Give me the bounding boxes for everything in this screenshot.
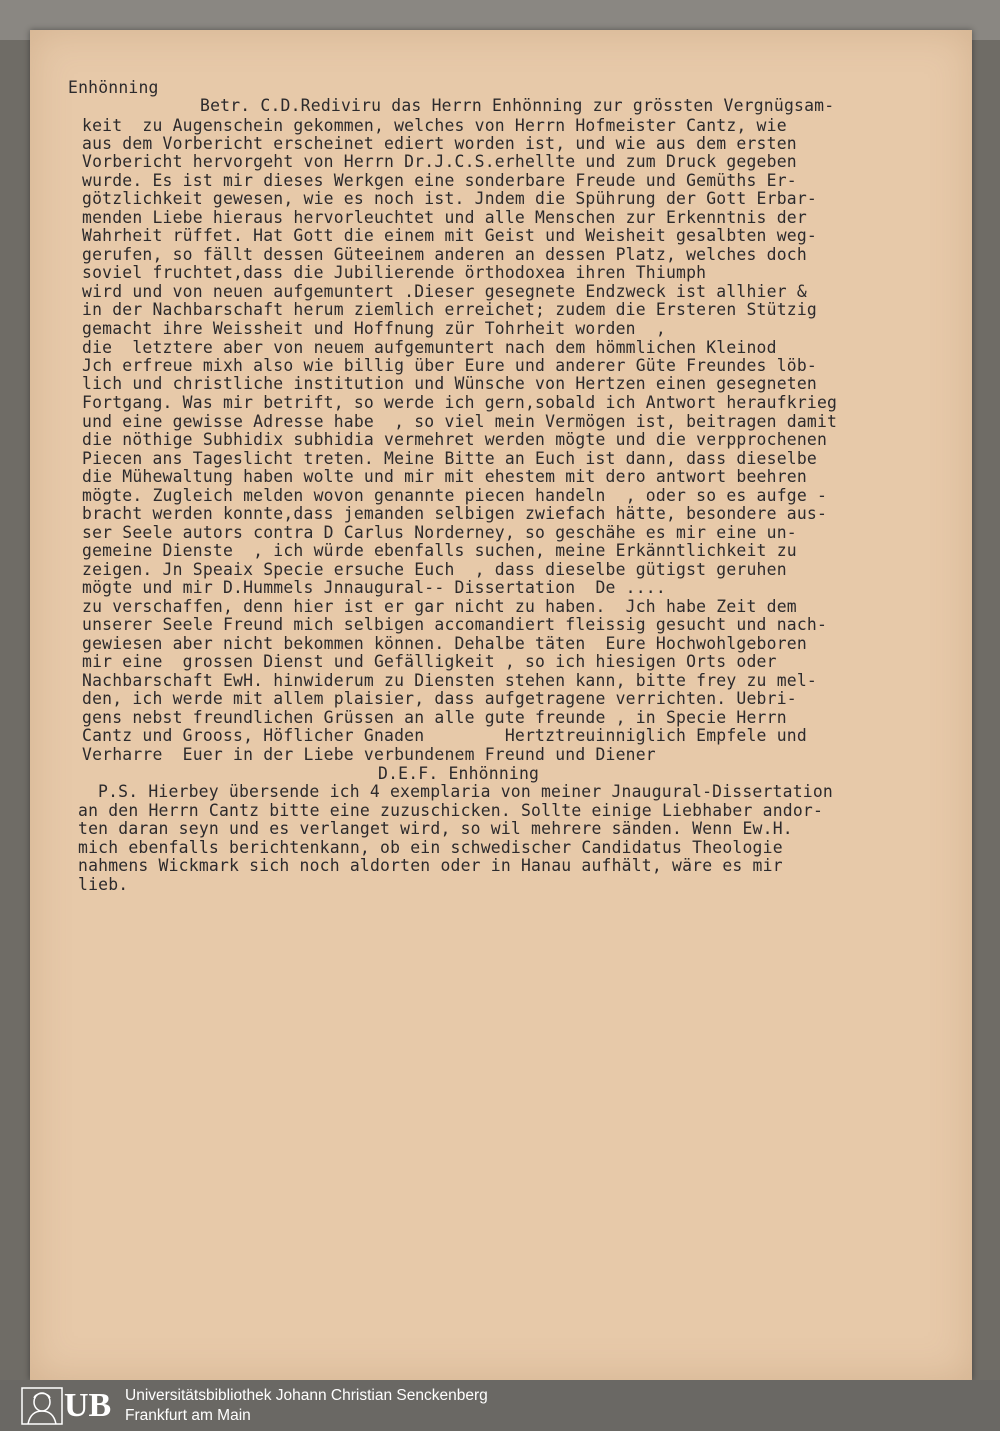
text-line: und eine gewisse Adresse habe , so viel mein Vermögen ist, beitragen damit [82, 412, 838, 431]
text-line: gens nebst freundlichen Grüssen an alle gute freunde , in Specie Herrn [82, 708, 787, 727]
text-line: soviel fruchtet,dass die Jubilierende örthodoxea ihren Thiumph [82, 263, 707, 282]
text-line: die Mühewaltung haben wolte und mir mit ehestem mit dero antwort beehren [82, 467, 807, 486]
text-line: keit zu Augenschein gekommen, welches von Herrn Hofmeister Cantz, wie [82, 116, 787, 135]
text-line: menden Liebe hieraus hervorleuchtet und alle Menschen zur Erkenntnis der [82, 208, 807, 227]
library-logo [20, 1386, 120, 1426]
text-line: Nachbarschaft EwH. hinwiderum zu Diensten stehen kann, bitte frey zu mel- [82, 671, 817, 690]
portrait-icon [20, 1386, 64, 1426]
text-line: den, ich werde mit allem plaisier, dass aufgetragene verrichten. Uebri- [82, 689, 797, 708]
text-line: die nöthige Subhidix subhidia vermehret werden mögte und die verpprochenen [82, 430, 828, 449]
text-line: Jch erfreue mixh also wie billig über Eure und anderer Güte Freundes löb- [82, 356, 817, 375]
text-line: mir eine grossen Dienst und Gefälligkeit , so ich hiesigen Orts oder [82, 652, 777, 671]
text-line: mögte und mir D.Hummels Jnnaugural-- Dissertation De .... [82, 578, 666, 597]
text-line: Fortgang. Was mir betrift, so werde ich gern,sobald ich Antwort heraufkrieg [82, 393, 838, 412]
text-line: mich ebenfalls berichtenkann, ob ein schwedischer Candidatus Theologie [78, 838, 783, 857]
text-line: aus dem Vorbericht erscheinet ediert worden ist, und wie aus dem ersten [82, 134, 797, 153]
text-line: P.S. Hierbey übersende ich 4 exemplaria von meiner Jnaugural-Dissertation [98, 782, 833, 801]
text-line: lieb. [78, 875, 129, 894]
text-line: unserer Seele Freund mich selbigen accomandiert fleissig gesucht und nach- [82, 615, 828, 634]
text-line: gemeine Dienste , ich würde ebenfalls suchen, meine Erkänntlichkeit zu [82, 541, 797, 560]
letter-text [30, 30, 972, 930]
institution-name: Universitätsbibliothek Johann Christian Senckenberg [125, 1387, 488, 1404]
text-line: die letztere aber von neuem aufgemuntert nach dem hömmlichen Kleinod [82, 338, 777, 357]
text-line: lich und christliche institution und Wünsche von Hertzen einen gesegneten [82, 374, 817, 393]
text-line: Verharre Euer in der Liebe verbundenem Freund und Diener [82, 745, 656, 764]
text-line: mögte. Zugleich melden wovon genannte piecen handeln , oder so es aufge - [82, 486, 828, 505]
text-line: götzlichkeit gewesen, wie es noch ist. Jndem die Spührung der Gott Erbar- [82, 189, 817, 208]
institution-city: Frankfurt am Main [125, 1407, 251, 1424]
text-line: in der Nachbarschaft herum ziemlich erreichet; zudem die Ersteren Stützig [82, 300, 817, 319]
text-line: gemacht ihre Weissheit und Hoffnung zür Tohrheit worden , [82, 319, 666, 338]
text-line: wird und von neuen aufgemuntert .Dieser gesegnete Endzweck ist allhier & [82, 282, 807, 301]
text-line: nahmens Wickmark sich noch aldorten oder in Hanau aufhält, wäre es mir [78, 856, 783, 875]
text-line: Wahrheit rüffet. Hat Gott die einem mit Geist und Weisheit gesalbten weg- [82, 226, 817, 245]
text-line: ten daran seyn und es verlanget wird, so wil mehrere sänden. Wenn Ew.H. [78, 819, 793, 838]
text-line: Betr. C.D.Rediviru das Herrn Enhönning zur grössten Vergnügsam- [200, 96, 835, 115]
text-line: Vorbericht hervorgeht von Herrn Dr.J.C.S.erhellte und zum Druck gegeben [82, 152, 797, 171]
text-line: wurde. Es ist mir dieses Werkgen eine sonderbare Freude und Gemüths Er- [82, 171, 797, 190]
signature-line: D.E.F. Enhönning [378, 764, 540, 783]
text-line: Cantz und Grooss, Höflicher Gnaden Hertztreuinniglich Empfele und [82, 726, 807, 745]
text-line: zeigen. Jn Speaix Specie ersuche Euch , dass dieselbe gütigst geruhen [82, 560, 787, 579]
logo-text: UB [64, 1387, 112, 1424]
library-footer [0, 1380, 1000, 1431]
letter-heading: Enhönning [68, 78, 159, 97]
letter-page [30, 30, 972, 1380]
text-line: bracht werden konnte,dass jemanden selbigen zwiefach hätte, besondere aus- [82, 504, 828, 523]
text-line: ser Seele autors contra D Carlus Norderney, so geschähe es mir eine un- [82, 523, 797, 542]
text-line: Piecen ans Tageslicht treten. Meine Bitte an Euch ist dann, dass dieselbe [82, 449, 817, 468]
text-line: gewiesen aber nicht bekommen können. Dehalbe täten Eure Hochwohlgeboren [82, 634, 807, 653]
text-line: an den Herrn Cantz bitte eine zuzuschicken. Sollte einige Liebhaber andor- [78, 801, 824, 820]
text-line: zu verschaffen, denn hier ist er gar nicht zu haben. Jch habe Zeit dem [82, 597, 797, 616]
text-line: gerufen, so fällt dessen Güteeinem anderen an dessen Platz, welches doch [82, 245, 807, 264]
